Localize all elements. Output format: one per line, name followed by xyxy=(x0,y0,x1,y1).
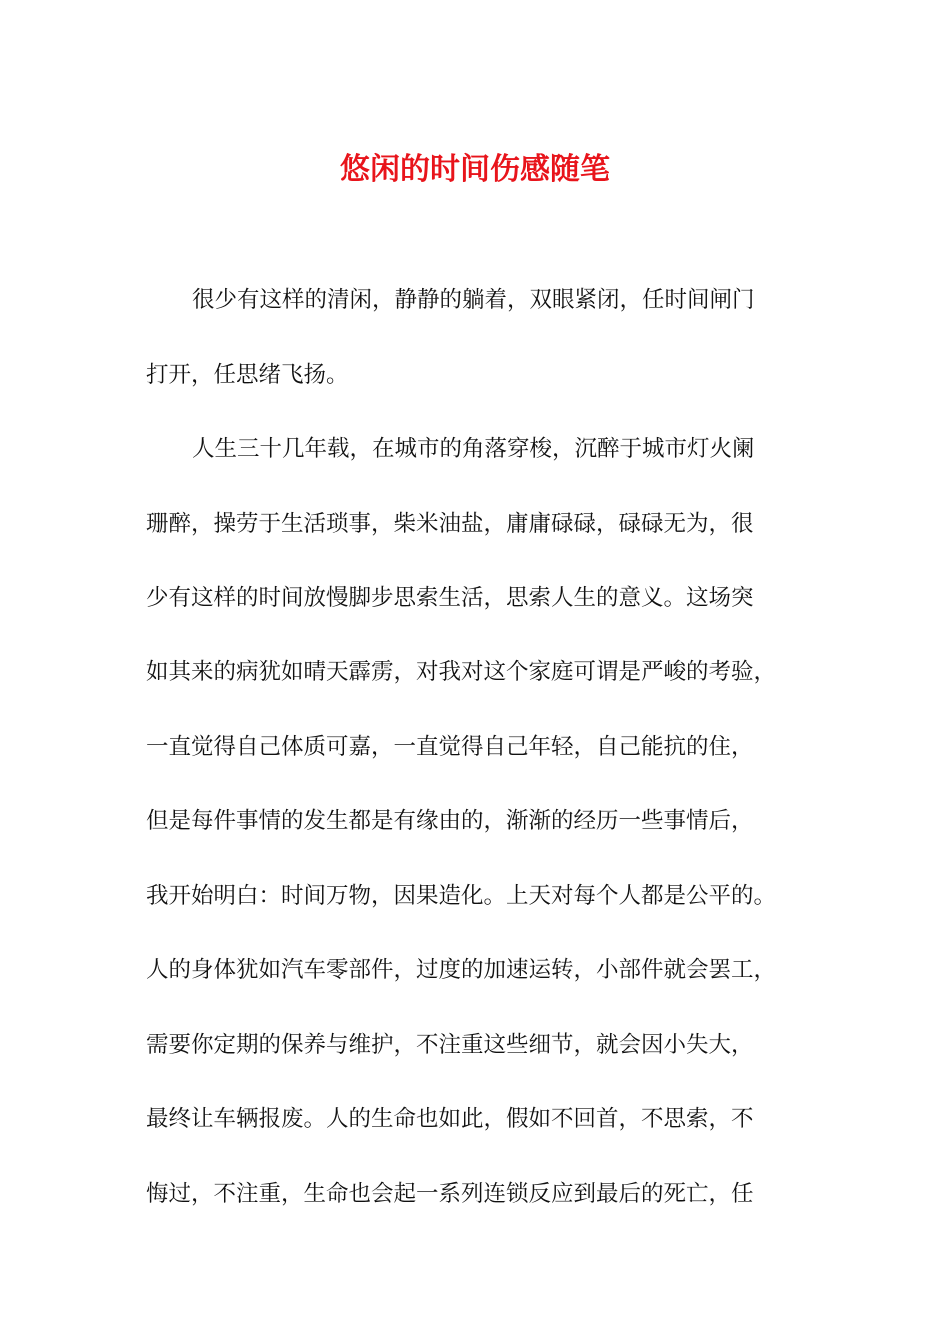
paragraph-line: 如其来的病犹如晴天霹雳，对我对这个家庭可谓是严峻的考验， xyxy=(146,659,777,685)
paragraph-line: 珊醉，操劳于生活琐事，柴米油盐，庸庸碌碌，碌碌无为，很 xyxy=(146,511,754,537)
paragraph-line: 悔过，不注重，生命也会起一系列连锁反应到最后的死亡，任 xyxy=(146,1181,754,1207)
paragraph-line: 打开，任思绪飞扬。 xyxy=(146,362,349,388)
paragraph-line: 少有这样的时间放慢脚步思索生活，思索人生的意义。这场突 xyxy=(146,585,754,611)
paragraph-line: 人生三十几年载，在城市的角落穿梭，沉醉于城市灯火阑 xyxy=(192,436,755,462)
paragraph-line: 需要你定期的保养与维护，不注重这些细节，就会因小失大， xyxy=(146,1032,754,1058)
paragraph-line: 我开始明白：时间万物，因果造化。上天对每个人都是公平的。 xyxy=(146,883,777,909)
paragraph-line: 人的身体犹如汽车零部件，过度的加速运转，小部件就会罢工， xyxy=(146,957,777,983)
paragraph-line: 很少有这样的清闲，静静的躺着，双眼紧闭，任时间闸门 xyxy=(192,287,755,313)
document-title: 悠闲的时间伤感随笔 xyxy=(340,152,610,187)
paragraph-line: 但是每件事情的发生都是有缘由的，渐渐的经历一些事情后， xyxy=(146,808,754,834)
paragraph-line: 最终让车辆报废。人的生命也如此，假如不回首，不思索，不 xyxy=(146,1106,754,1132)
paragraph-line: 一直觉得自己体质可嘉，一直觉得自己年轻，自己能抗的住， xyxy=(146,734,754,760)
